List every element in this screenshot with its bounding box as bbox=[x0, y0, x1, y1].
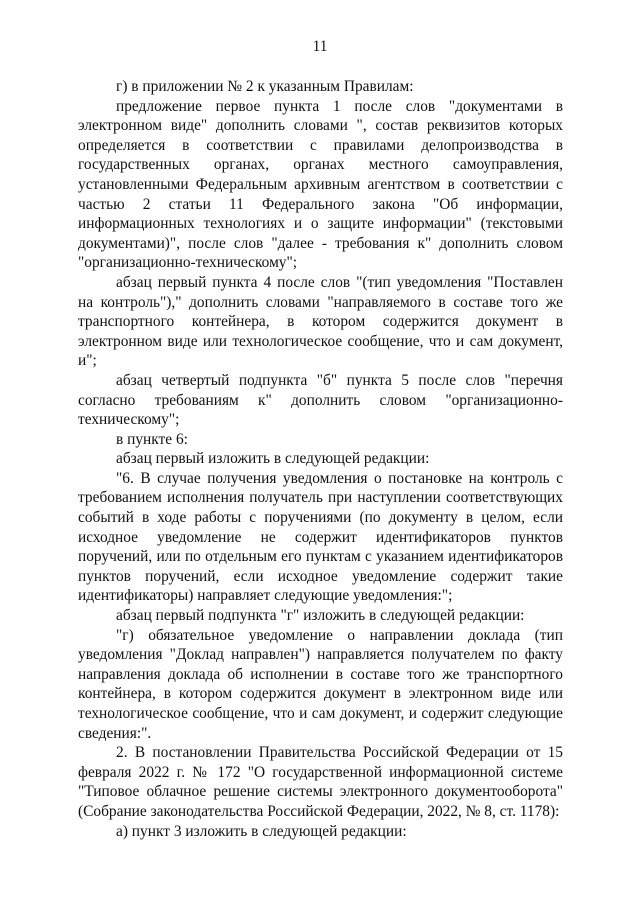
paragraph-clause-6-intro: в пункте 6: bbox=[116, 430, 188, 448]
paragraph-section-2: 2. В постановлении Правительства Российской Федерации от 15 февраля 2022 г. № 172 "О государственной информационной системе "Типовое облачное решение системы электронного документооборота" (Собрание законодательства Российской Федерации, 2022, № 8, ст. 1178): bbox=[78, 744, 563, 820]
paragraph-clause-1-amendment: предложение первое пункта 1 после слов "документами в электронном виде" дополнить словами ", состав реквизитов которых определяется в соответствии с правилами делопроизводства в государственных органах, органах местного самоуправления, установленными Федеральным архивным агентством в соответствии с частью 2 статьи 11 Федерального закона "Об информации, информационных технологиях и о защите информации" (текстовыми документами)", после слов "далее - требования к" дополнить словом "организационно-техническому"; bbox=[78, 97, 563, 272]
paragraph-a-clause-3: а) пункт 3 изложить в следующей редакции: bbox=[116, 822, 407, 840]
paragraph-first-paragraph-note: абзац первый изложить в следующей редакции: bbox=[116, 450, 430, 468]
document-body bbox=[78, 77, 563, 841]
page-number: 11 bbox=[312, 38, 328, 55]
paragraph-clause-5-amendment: абзац четвертый подпункта "б" пункта 5 после слов "перечня согласно требованиям к" дополнить словом "организационно-техническому"; bbox=[78, 371, 563, 429]
paragraph-clause-4-amendment: абзац первый пункта 4 после слов "(тип уведомления "Поставлен на контроль")," дополнить словами "направляемого в составе того же транспортного контейнера, в котором содержится документ в электронном виде или технологическое сообщение, что и сам документ, и"; bbox=[78, 273, 563, 370]
paragraph-subclause-g-note: абзац первый подпункта "г" изложить в следующей редакции: bbox=[116, 607, 525, 625]
paragraph-clause-6-text: "6. В случае получения уведомления о постановке на контроль с требованием исполнения получатель при наступлении соответствующих событий в ходе работы с поручениями (по документу в целом, если исходное уведомление не содержит идентификаторов пунктов поручений, или по отдельным его пунктам с указанием идентификаторов пунктов поручений, если исходное уведомление содержит такие идентификаторы) направляет следующие уведомления:"; bbox=[78, 469, 563, 605]
paragraph-g-appendix-2: г) в приложении № 2 к указанным Правилам: bbox=[116, 78, 414, 95]
paragraph-subclause-g-text: "г) обязательное уведомление о направлении доклада (тип уведомления "Доклад направлен") направляется получателем по факту направления доклада об исполнении в составе того же транспортного контейнера, в котором содержится документ в электронном виде или технологическое сообщение, что и сам документ, и содержит следующие сведения:". bbox=[78, 626, 563, 742]
